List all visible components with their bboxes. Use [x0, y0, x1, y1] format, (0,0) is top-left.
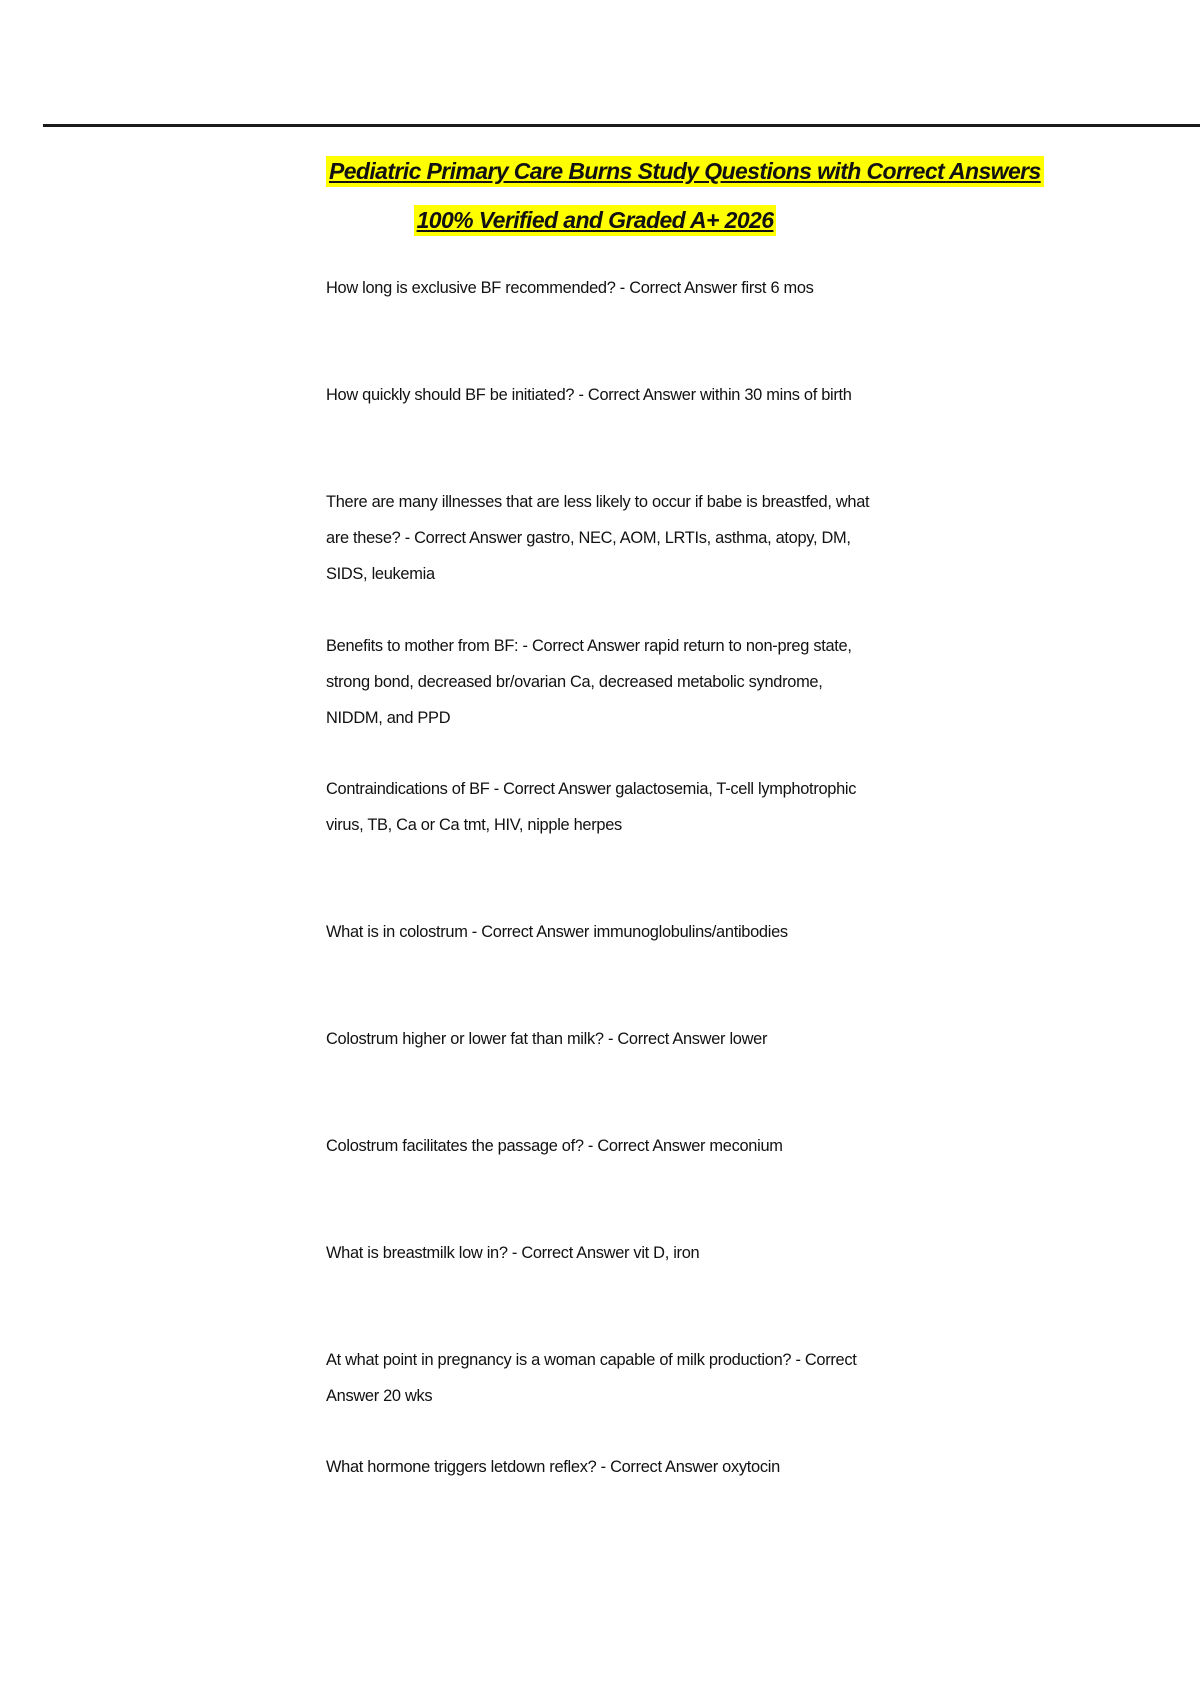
- qa-item: How long is exclusive BF recommended? - Correct Answer first 6 mos: [326, 279, 814, 297]
- qa-item: There are many illnesses that are less likely to occur if babe is breastfed, what are these? - Correct Answer gastro, NEC, AOM, LRTIs, asthma, atopy, DM, SIDS, leukemia: [326, 493, 870, 583]
- qa-item: Contraindications of BF - Correct Answer galactosemia, T-cell lymphotrophic virus, TB, Ca or Ca tmt, HIV, nipple herpes: [326, 780, 857, 834]
- qa-item: Colostrum facilitates the passage of? - Correct Answer meconium: [326, 1137, 783, 1155]
- qa-item: What is in colostrum - Correct Answer immunoglobulins/antibodies: [326, 923, 788, 941]
- qa-item: Benefits to mother from BF: - Correct Answer rapid return to non-preg state, strong bond, decreased br/ovarian Ca, decreased metabolic syndrome, NIDDM, and PPD: [326, 637, 852, 727]
- qa-item: How quickly should BF be initiated? - Correct Answer within 30 mins of birth: [326, 386, 852, 404]
- document-title: [326, 156, 1041, 236]
- qa-item: Colostrum higher or lower fat than milk? - Correct Answer lower: [326, 1030, 768, 1048]
- title-line-2: 100% Verified and Graded A+ 2026: [414, 205, 777, 236]
- qa-item: What hormone triggers letdown reflex? - Correct Answer oxytocin: [326, 1458, 780, 1476]
- qa-item: At what point in pregnancy is a woman capable of milk production? - Correct Answer 20 wks: [326, 1351, 857, 1405]
- header-divider: [43, 124, 1200, 127]
- qa-item: What is breastmilk low in? - Correct Answer vit D, iron: [326, 1244, 700, 1262]
- title-line-1: Pediatric Primary Care Burns Study Questions with Correct Answers: [326, 156, 1044, 187]
